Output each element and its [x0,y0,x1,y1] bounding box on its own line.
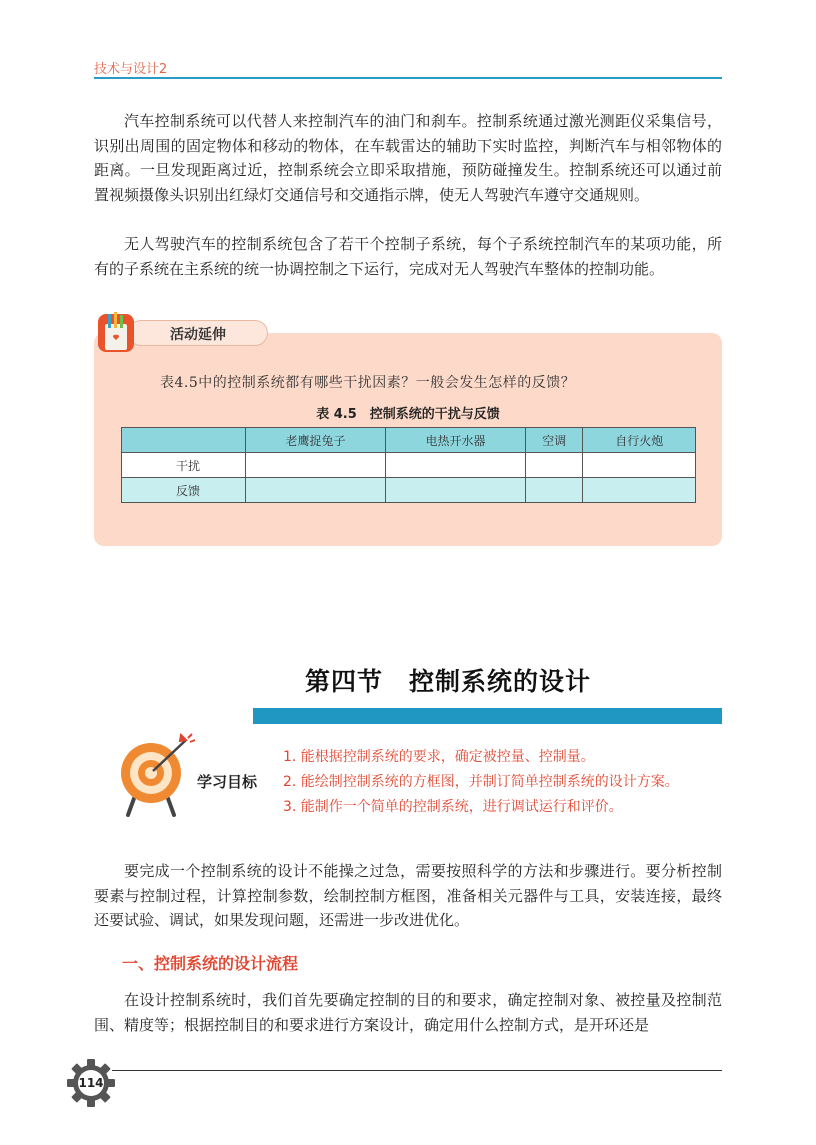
activity-question: 表4.5中的控制系统都有哪些干扰因素？一般会发生怎样的反馈？ [160,375,576,391]
table-cell [583,478,696,503]
table-header-row [122,428,696,453]
row-label: 干扰 [122,453,246,478]
paragraph-subsystems: 无人驾驶汽车的控制系统包含了若干个控制子系统，每个子系统控制汽车的某项功能，所有的子系统在主系统的统一协调控制之下运行，完成对无人驾驶汽车整体的控制功能。 [94,235,722,278]
footer-rule [112,1070,722,1071]
table-header-cell: 自行火炮 [583,428,696,453]
paragraph-design-intro: 要完成一个控制系统的设计不能操之过急，需要按照科学的方法和步骤进行。要分析控制要素与控制过程，计算控制参数，绘制控制方框图，准备相关元器件与工具，安装连接，最终还要试验、调试，如果发现问题，还需进一步改进优化。 [94,862,722,929]
table-cell [526,453,583,478]
interference-feedback-table [121,427,696,503]
table-cell [246,453,386,478]
learning-goals-label: 学习目标 [197,773,258,791]
table-row [122,478,696,503]
row-label: 反馈 [122,478,246,503]
table-header-cell: 老鹰捉兔子 [246,428,386,453]
page-number: 114 [78,1076,104,1090]
table-caption: 表 4.5 控制系统的干扰与反馈 [316,407,500,422]
table-cell [526,478,583,503]
table-row [122,453,696,478]
learning-goal-item: 1. 能根据控制系统的要求，确定被控量、控制量。 [283,749,595,765]
running-header: 技术与设计2 [94,62,168,77]
learning-goal-item: 3. 能制作一个简单的控制系统，进行调试运行和评价。 [283,799,623,815]
subheading-design-flow: 一、控制系统的设计流程 [122,954,299,973]
table-cell [386,478,526,503]
table-cell [386,453,526,478]
table-header-cell: 电热开水器 [386,428,526,453]
activity-label: 活动延伸 [170,327,226,343]
target-arrow-icon [120,733,198,817]
header-rule [94,77,722,79]
section-title-bar [253,708,722,724]
table-header-cell: 空调 [526,428,583,453]
paragraph-design-flow: 在设计控制系统时，我们首先要确定控制的目的和要求，确定控制对象、被控量及控制范围、精度等；根据控制目的和要求进行方案设计，确定用什么控制方式，是开环还是 [94,991,722,1034]
learning-goal-item: 2. 能绘制控制系统的方框图，并制订简单控制系统的设计方案。 [283,774,679,790]
table-cell [246,478,386,503]
paragraph-autonomous-control: 汽车控制系统可以代替人来控制汽车的油门和刹车。控制系统通过激光测距仪采集信号，识别出周围的固定物体和移动的物体，在车载雷达的辅助下实时监控，判断汽车与相邻物体的距离。一旦发现距离过近，控制系统会立即采取措施，预防碰撞发生。控制系统还可以通过前置视频摄像头识别出红绿灯交通信号和交通指示牌，使无人驾驶汽车遵守交通规则。 [94,112,722,204]
pencil-cup-icon [96,310,138,356]
section-title: 第四节 控制系统的设计 [304,667,591,696]
table-header-cell [122,428,246,453]
table-cell [583,453,696,478]
